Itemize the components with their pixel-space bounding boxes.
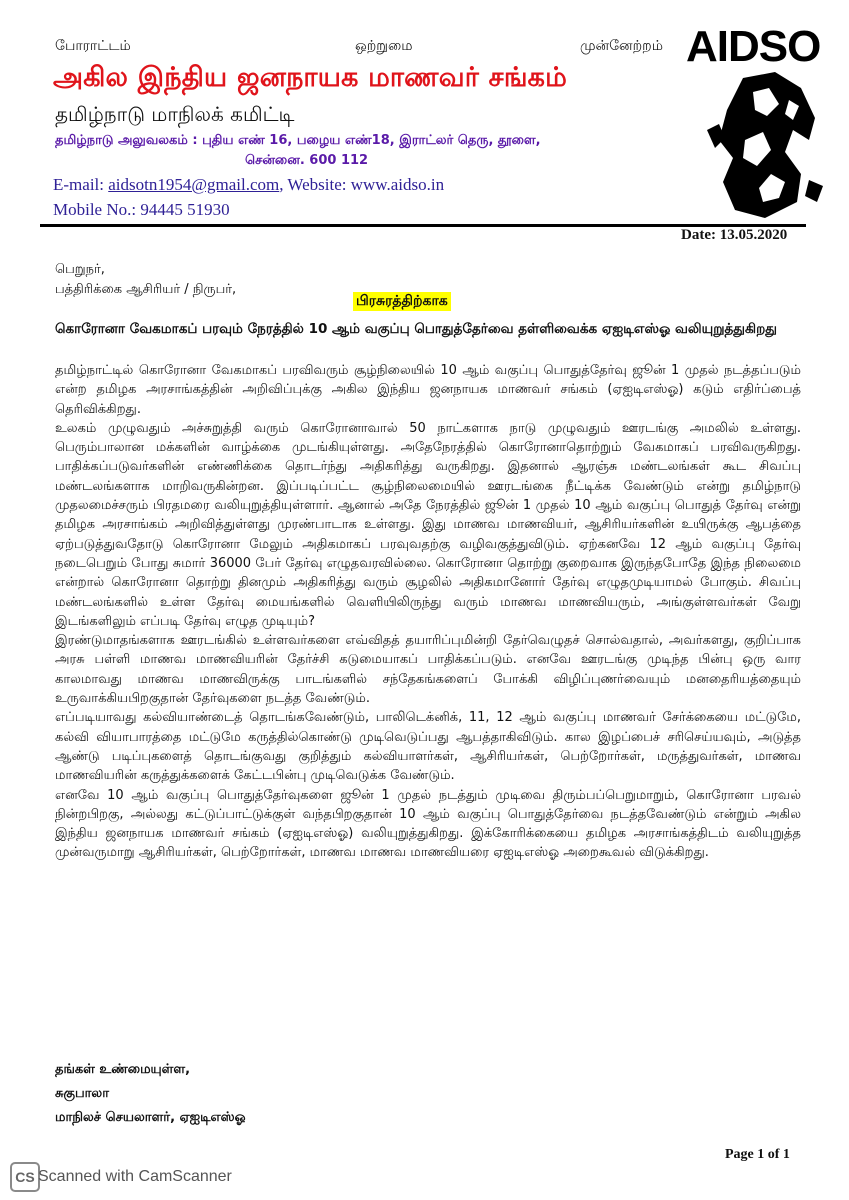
body-paragraph: எப்படியாவது கல்வியாண்டைத் தொடங்கவேண்டும், பாலிடெக்னிக், 11, 12 ஆம் வகுப்பு மாணவர் சேர்க்கையை மட்டுமே, கல்வி வியாபாரத்தை மட்டுமே கருத்தில்கொண்டு முடிவெடுப்பது ஆபத்தாகிவிடும். கால இழப்பைச் சரிசெய்யவும், அடுத்த ஆண்டு படிப்புகளைத் தொடங்குவது குறித்தும் கல்வியாளர்கள், ஆசிரியர்கள், பெற்றோர்கள், மருத்துவர்கள், மாணவ மாணவியரின் கருத்துக்களைக் கேட்டபின்பு முடிவெடுக்க வேண்டும். [55, 710, 801, 784]
recipient-line1: பெறுநர், [55, 262, 105, 277]
camscanner-logo-icon: CS [10, 1162, 40, 1192]
camscanner-watermark: Scanned with CamScanner [38, 1168, 232, 1185]
body-paragraph: எனவே 10 ஆம் வகுப்பு பொதுத்தேர்வுகளை ஜூன் 1 முதல் நடத்தும் முடிவை திரும்பப்பெறுமாறும், கொரோனா பரவல் நின்றபிறகு, அல்லது கட்டுப்பாட்டுக்குள் வந்தபிறகுதான் 10 ஆம் வகுப்பு பொதுத்தேர்வை நடத்தவேண்டும் என்றும் அகில இந்திய ஜனநாயக மாணவர் சங்கம் (ஏஐடிஎஸ்ஓ) வலியுறுத்துகிறது. இக்கோரிக்கையை தமிழக அரசாங்கத்திடம் வலியுறுத்த முன்வருமாறு ஆசிரியர்கள், பெற்றோர்கள், மாணவ மாணவ மாணவியரை ஏஐடிஎஸ்ஓ அறைகூவல் விடுக்கிறது. [55, 787, 801, 861]
website-label: , Website: [279, 175, 347, 194]
recipient-line2: பத்திரிக்கை ஆசிரியர் / நிருபர், [55, 282, 237, 297]
contact-line [53, 175, 444, 195]
email-link[interactable]: aidsotn1954@gmail.com [108, 175, 280, 194]
organization-name: அகில இந்திய ஜனநாயக மாணவர் சங்கம் [53, 62, 568, 93]
signatory-title: மாநிலச் செயலாளர், ஏஐடிஎஸ்ஓ [55, 1110, 246, 1125]
press-headline: கொரோனா வேகமாகப் பரவும் நேரத்தில் 10 ஆம் வகுப்பு பொதுத்தேர்வை தள்ளிவைக்க ஏஐடிஎஸ்ஓ வலியுறுத்துகிறது [55, 321, 777, 337]
slogans-row [55, 38, 675, 58]
body-paragraph: உலகம் முழுவதும் அச்சுறுத்தி வரும் கொரோனாவால் 50 நாட்களாக நாடு முழுவதும் ஊரடங்கு அமலில் உள்ளது. பெரும்பாலான மக்களின் வாழ்க்கை முடங்கியுள்ளது. அதேநேரத்தில் கொரோனாதொற்றும் வேகமாகப் பரவிவருகிறது. பாதிக்கப்படுவர்களின் எண்ணிக்கை தொடர்ந்து அதிகரித்து வருகிறது. இதனால் ஆரஞ்சு மண்டலங்கள் கூட சிவப்பு மண்டலங்களாக மாறிவருகின்றன. இப்படிப்பட்ட சூழ்நிலைமையில் ஊரடங்கை நீட்டிக்க வேண்டும் என்று தமிழ்நாடு முதலமைச்சரும் பிரதமரை வலியுறுத்தியுள்ளார். ஆனால் அதே நேரத்தில் ஜூன் 1 முதல் 10 ஆம் வகுப்பு பொதுத் தேர்வு என்று தமிழக அரசாங்கம் அறிவித்துள்ளது முரண்பாடாக உள்ளது. இது மாணவ மாணவியர், ஆசிரியர்களின் உயிருக்கு ஆபத்தை ஏற்படுத்துவதோடு கொரோனா மேலும் அதிகமாகப் பரவுவதற்கு வழிவகுத்துவிடும். ஏற்கனவே 12 ஆம் வகுப்பு தேர்வு நடைபெறும் போது சுமார் 36000 பேர் தேர்வு எழுதவரவில்லை. கொரோனா தொற்று குறைவாக இருந்தபோதே இந்த நிலைமை என்றால் கொரோனா தொற்று தினமும் அதிகரித்து வரும் சூழலில் அதிகமானோர் தேர்வு எழுதமுடியாமல் போகும். சிவப்பு மண்டலங்களில் உள்ள தேர்வு மையங்களில் வெளியிலிருந்து வரும் மாணவ மாணவியரும், அங்குள்ளவர்கள் வேறு இடங்களிலும் எப்படி தேர்வு எழுத முடியும்? [55, 420, 801, 629]
committee-name: தமிழ்நாடு மாநிலக் கமிட்டி [55, 102, 295, 126]
office-address-line2: சென்னை. 600 112 [245, 153, 369, 168]
aidso-emblem-icon [705, 70, 825, 220]
slogan-struggle: போராட்டம் [55, 38, 131, 54]
press-release-label: பிரசுரத்திற்காக [353, 292, 451, 311]
signature-block [55, 1058, 245, 1130]
slogan-unity: ஒற்றுமை [355, 38, 413, 54]
mobile-number: Mobile No.: 94445 51930 [53, 200, 230, 219]
email-label: E-mail: [53, 175, 104, 194]
body-paragraph: இரண்டுமாதங்களாக ஊரடங்கில் உள்ளவர்களை எவ்விதத் தயாரிப்புமின்றி தேர்வெழுதச் சொல்வதால், அவர்களது, குறிப்பாக அரசு பள்ளி மாணவ மாணவியரின் தேர்ச்சி கடுமையாகப் பாதிக்கப்படும். எனவே ஊரடங்கு முடிந்த பின்பு ஒரு வார காலமாவது மாணவ மாணவிருக்கு பாடங்களில் சந்தேகங்களைப் போக்கி விழிப்புணர்வையும் மனதைரியத்தையும் உருவாக்கியபிறகுதான் தேர்வுகளை நடத்த வேண்டும். [55, 633, 801, 707]
letter-body [55, 361, 801, 863]
signatory-name: சுகுபாலா [55, 1086, 110, 1101]
aidso-logo-text: AIDSO [686, 22, 821, 71]
body-paragraph: தமிழ்நாட்டில் கொரோனா வேகமாகப் பரவிவரும் சூழ்நிலையில் 10 ஆம் வகுப்பு பொதுத்தேர்வு ஜூன் 1 முதல் நடத்தப்படும் என்ற தமிழக அரசாங்கத்தின் அறிவிப்புக்கு அகில இந்திய ஜனநாயக மாணவர் சங்கம் (ஏஐடிஎஸ்ஓ) கடும் எதிர்ப்பைத் தெரிவிக்கிறது. [55, 363, 801, 417]
office-address-line1: தமிழ்நாடு அலுவலகம் : புதிய எண் 16, பழைய எண்18, இராட்லர் தெரு, தூளை, [55, 133, 541, 148]
page-number: Page 1 of 1 [725, 1147, 790, 1162]
slogan-progress: முன்னேற்றம் [580, 38, 663, 54]
closing-text: தங்கள் உண்மையுள்ள, [55, 1062, 191, 1077]
website-link[interactable]: www.aidso.in [350, 175, 445, 194]
letter-date: Date: 13.05.2020 [681, 227, 788, 243]
